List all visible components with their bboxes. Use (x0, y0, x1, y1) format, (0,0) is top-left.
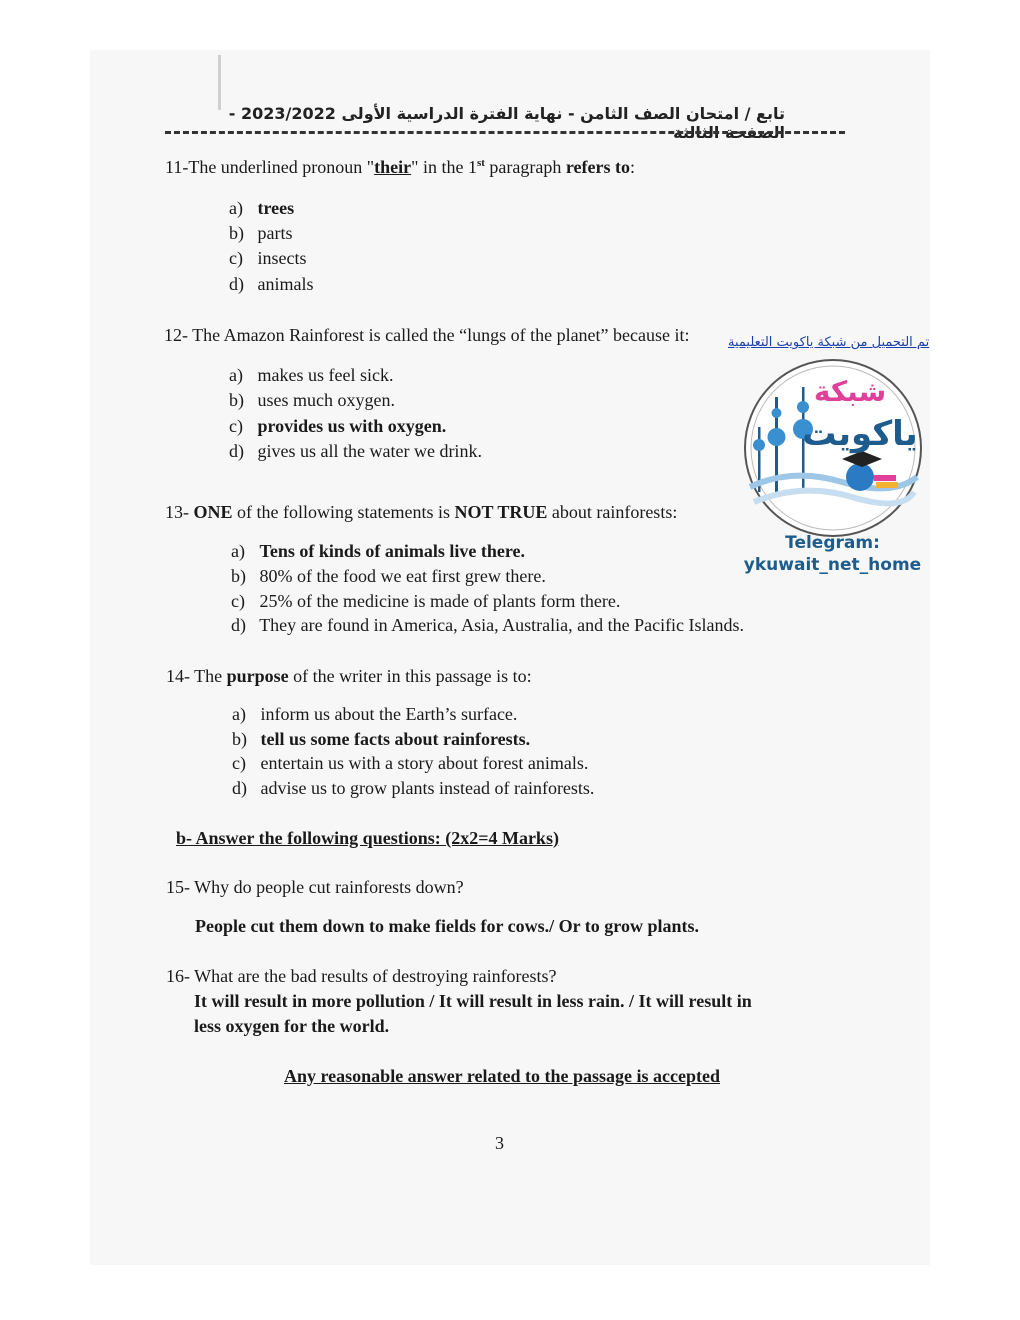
q11-option-d: d) animals (229, 274, 314, 294)
globe-icon (846, 463, 874, 491)
q14-option-a: a) inform us about the Earth’s surface. (232, 704, 518, 724)
q11-option-c: c) insects (229, 248, 307, 268)
header-divider (165, 131, 845, 134)
q11-option-a: a) trees (229, 198, 295, 218)
marking-note: Any reasonable answer related to the passage is accepted (284, 1066, 720, 1086)
q13-option-a: a) Tens of kinds of animals live there. (231, 541, 526, 561)
question-11: 11-The underlined pronoun "their" in the 1st paragraph refers to: (165, 157, 636, 177)
q14-option-b: b) tell us some facts about rainforests. (232, 729, 531, 749)
telegram-label: Telegram: (785, 533, 880, 553)
paper-crease (218, 55, 221, 110)
question-16: 16- What are the bad results of destroying rainforests? (166, 966, 557, 986)
q14-option-c: c) entertain us with a story about forest animals. (232, 753, 589, 773)
q13-option-c: c) 25% of the medicine is made of plants form there. (231, 591, 621, 611)
logo-text-shabaka: شبكة (813, 375, 887, 408)
section-b-heading: b- Answer the following questions: (2x2=4 Marks) (176, 828, 559, 848)
underlined-pronoun: their (374, 157, 412, 177)
download-source-link[interactable]: تم التحميل من شبكة ياكويت التعليمية (728, 335, 930, 350)
question-13: 13- ONE of the following statements is NOT TRUE about rainforests: (165, 502, 678, 522)
answer-16-line-1: It will result in more pollution / It will result in less rain. / It will result in (194, 991, 752, 1011)
book-icon (874, 475, 896, 481)
q12-option-d: d) gives us all the water we drink. (229, 441, 482, 461)
q14-option-d: d) advise us to grow plants instead of rainforests. (232, 778, 595, 798)
page-header: تابع / امتحان الصف الثامن - نهاية الفترة الدراسية الأولى 2023/2022 - الصفحة الثالثة (228, 104, 785, 142)
q13-option-d: d) They are found in America, Asia, Australia, and the Pacific Islands. (231, 615, 745, 635)
ykuwait-logo (742, 357, 924, 539)
q12-option-c: c) provides us with oxygen. (229, 416, 447, 436)
answer-16-line-2: less oxygen for the world. (194, 1016, 390, 1036)
question-15: 15- Why do people cut rainforests down? (166, 877, 464, 897)
question-12: 12- The Amazon Rainforest is called the “lungs of the planet” because it: (164, 325, 690, 345)
answer-15: People cut them down to make fields for cows./ Or to grow plants. (195, 916, 699, 936)
page-number: 3 (495, 1133, 504, 1153)
q12-option-a: a) makes us feel sick. (229, 365, 394, 385)
telegram-info (730, 532, 935, 576)
logo-text-ykuwait: ياكويت (802, 414, 918, 454)
q13-option-b: b) 80% of the food we eat first grew there. (231, 566, 546, 586)
telegram-handle[interactable]: ykuwait_net_home (743, 555, 922, 575)
book-icon-2 (876, 482, 898, 488)
question-14: 14- The purpose of the writer in this passage is to: (166, 666, 532, 686)
q11-option-b: b) parts (229, 223, 293, 243)
q12-option-b: b) uses much oxygen. (229, 390, 395, 410)
